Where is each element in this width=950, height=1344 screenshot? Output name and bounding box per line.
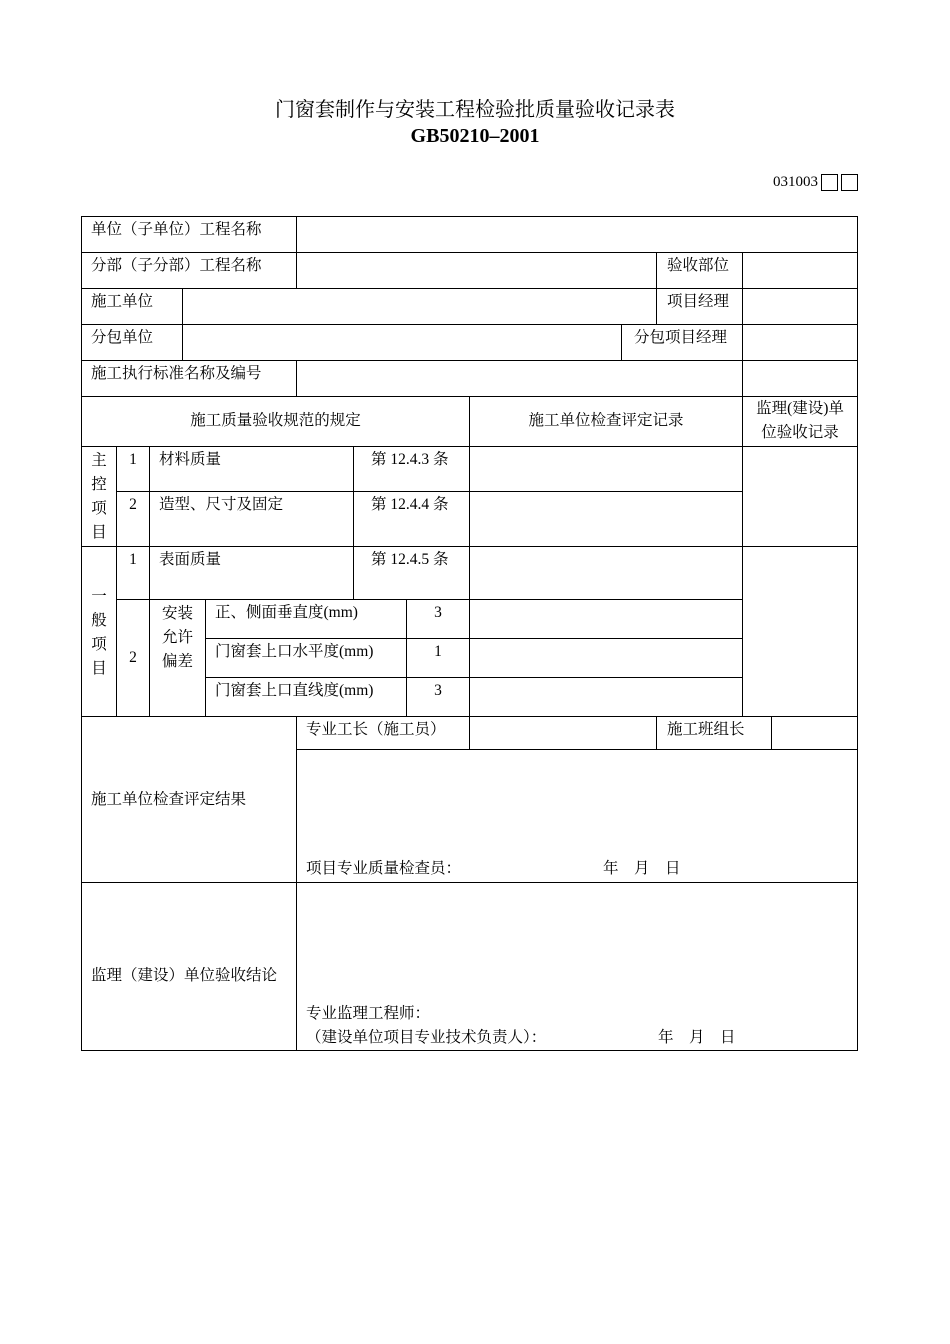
main-item-no: 2	[129, 496, 137, 513]
tolerance-name: 门窗套上口水平度(mm)	[215, 643, 374, 660]
rule	[149, 446, 150, 717]
general-item-record-field[interactable]	[470, 547, 742, 599]
foreman-label: 专业工长（施工员）	[306, 721, 446, 738]
result-text-field[interactable]	[297, 750, 857, 850]
general-items-supervision-field[interactable]	[743, 547, 857, 716]
contractor-field[interactable]	[183, 289, 656, 324]
form-title: 门窗套制作与安装工程检验批质量验收记录表	[275, 97, 675, 121]
tolerance-value: 1	[434, 643, 442, 660]
main-item-record-field[interactable]	[470, 447, 742, 491]
main-items-group-char: 项	[91, 500, 107, 517]
general-item-clause: 第 12.4.5 条	[371, 551, 449, 568]
result-date: 年 月 日	[603, 860, 681, 877]
standard-code: GB50210–2001	[410, 125, 540, 147]
main-item-record-field[interactable]	[470, 492, 742, 546]
tolerance-label: 偏差	[161, 653, 193, 670]
rule	[857, 216, 858, 1051]
team-leader-field[interactable]	[772, 717, 857, 749]
result-label: 施工单位检查评定结果	[91, 791, 247, 808]
rule	[621, 324, 622, 360]
tolerance-value: 3	[434, 682, 442, 699]
form-code: 031003	[773, 174, 818, 190]
unit-name-label: 单位（子单位）工程名称	[91, 221, 262, 238]
main-item-no: 1	[129, 451, 137, 468]
tolerance-label: 允许	[161, 629, 193, 646]
tolerance-record-field[interactable]	[470, 678, 742, 716]
general-item-name: 表面质量	[159, 551, 222, 568]
conclusion-date: 年 月 日	[658, 1029, 736, 1046]
standard-label: 施工执行标准名称及编号	[91, 365, 262, 382]
tolerance-label: 安装	[161, 605, 193, 622]
general-items-group-char: 目	[91, 660, 107, 677]
conclusion-text-field[interactable]	[297, 883, 857, 995]
main-items-group-char: 目	[91, 524, 107, 541]
check-record-header: 施工单位检查评定记录	[528, 412, 684, 429]
main-item-clause: 第 12.4.3 条	[371, 451, 449, 468]
inspector-label: 项目专业质量检查员：	[306, 860, 462, 877]
tolerance-value: 3	[434, 604, 442, 621]
supervision-header-line2: 位验收记录	[761, 424, 839, 441]
sub-pm-label: 分包项目经理	[634, 329, 728, 346]
tolerance-name: 正、侧面垂直度(mm)	[215, 604, 358, 621]
rule	[656, 716, 657, 750]
accept-part-label: 验收部位	[667, 257, 730, 274]
main-item-name: 造型、尺寸及固定	[159, 496, 284, 513]
supervision-header-line1: 监理(建设)单	[756, 400, 844, 417]
owner-label: （建设单位项目专业技术负责人）：	[306, 1029, 547, 1046]
subcontractor-label: 分包单位	[91, 329, 154, 346]
accept-part-field[interactable]	[743, 253, 857, 288]
main-items-group-char: 主	[91, 452, 107, 469]
conclusion-label: 监理（建设）单位验收结论	[91, 967, 278, 984]
project-manager-label: 项目经理	[667, 293, 730, 310]
tolerance-record-field[interactable]	[470, 639, 742, 677]
standard-field[interactable]	[297, 361, 857, 396]
sub-pm-field[interactable]	[743, 325, 857, 360]
subunit-name-field[interactable]	[297, 253, 656, 288]
spec-header: 施工质量验收规范的规定	[190, 412, 361, 429]
main-item-name: 材料质量	[159, 451, 222, 468]
engineer-label: 专业监理工程师：	[306, 1005, 431, 1022]
subcontractor-field[interactable]	[183, 325, 621, 360]
main-items-supervision-field[interactable]	[743, 447, 857, 546]
general-items-group-char: 般	[91, 612, 107, 629]
rule	[656, 252, 657, 324]
general-item-no: 2	[129, 649, 137, 666]
main-item-clause: 第 12.4.4 条	[371, 496, 449, 513]
general-item-no: 1	[129, 551, 137, 568]
team-leader-label: 施工班组长	[667, 721, 745, 738]
rule	[205, 599, 206, 717]
rule	[353, 446, 354, 600]
project-manager-field[interactable]	[743, 289, 857, 324]
general-items-group-char: 项	[91, 636, 107, 653]
rule	[116, 446, 117, 717]
general-items-group-char: 一	[91, 588, 107, 605]
unit-name-field[interactable]	[297, 217, 857, 252]
foreman-field[interactable]	[470, 717, 656, 749]
rule	[81, 1050, 858, 1051]
tolerance-name: 门窗套上口直线度(mm)	[215, 682, 374, 699]
contractor-label: 施工单位	[91, 293, 154, 310]
tolerance-record-field[interactable]	[470, 600, 742, 638]
subunit-name-label: 分部（子分部）工程名称	[91, 257, 262, 274]
main-items-group-char: 控	[91, 476, 107, 493]
